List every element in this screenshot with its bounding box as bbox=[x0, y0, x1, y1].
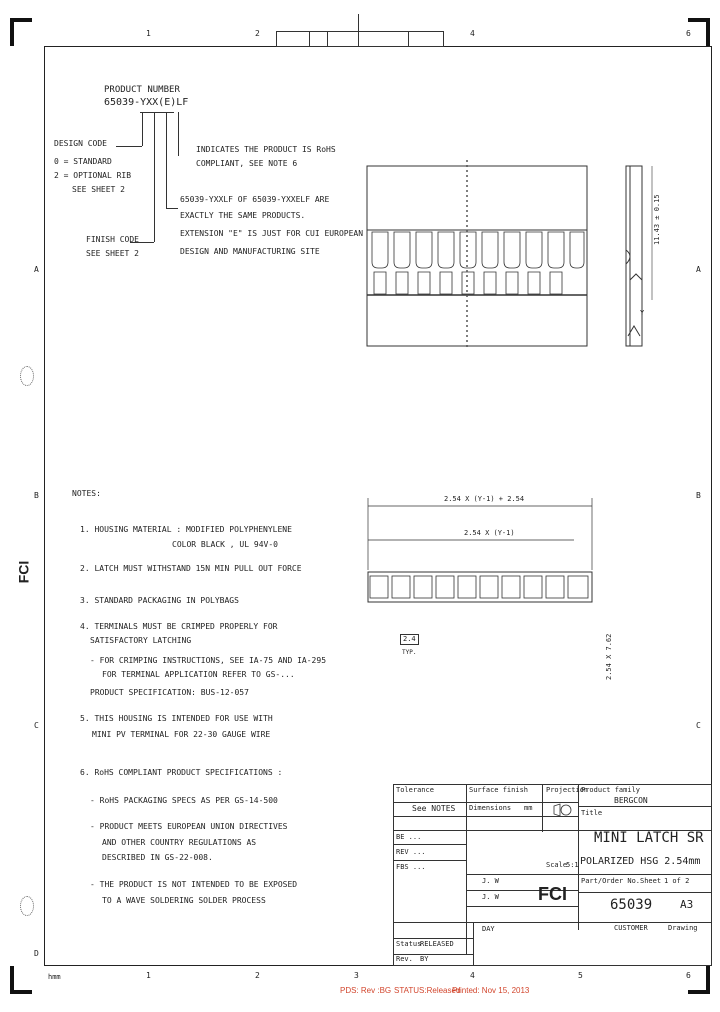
dim-small-sub: TYP. bbox=[402, 649, 417, 656]
housing-side-view bbox=[616, 160, 660, 350]
top-center-tick bbox=[358, 14, 359, 32]
tb-tolerance-label: Tolerance bbox=[396, 786, 434, 794]
tb-col bbox=[542, 784, 543, 832]
revision-strip bbox=[276, 31, 444, 47]
zone-top-2: 2 bbox=[255, 29, 260, 38]
tb-bottom-label: Rev. bbox=[396, 955, 413, 963]
note-line: FOR TERMINAL APPLICATION REFER TO GS-... bbox=[102, 670, 295, 679]
zone-bottom-3: 3 bbox=[354, 971, 359, 980]
bottom-strip-cells bbox=[370, 576, 588, 598]
revision-divider bbox=[408, 31, 409, 47]
note-line: 4. TERMINALS MUST BE CRIMPED PROPERLY FOR bbox=[80, 622, 278, 631]
tb-part-number: 65039 bbox=[610, 897, 653, 913]
cell bbox=[392, 576, 410, 598]
margin-circle-mark bbox=[20, 366, 34, 386]
equiv-line: EXACTLY THE SAME PRODUCTS. bbox=[180, 211, 306, 220]
tb-row bbox=[466, 906, 578, 907]
crop-mark-bl-v bbox=[10, 966, 14, 994]
note-line: 1. HOUSING MATERIAL : MODIFIED POLYPHENYLENE bbox=[80, 525, 292, 534]
cavity bbox=[504, 232, 520, 294]
cavity bbox=[438, 232, 454, 294]
note-line: DESCRIBED IN GS-22-008. bbox=[102, 853, 213, 862]
zone-right-A: A bbox=[696, 265, 701, 274]
zone-right-C: C bbox=[696, 721, 701, 730]
finish-code-line: FINISH CODE bbox=[86, 235, 139, 244]
cell bbox=[480, 576, 498, 598]
cavity bbox=[416, 232, 432, 294]
bottom-corner-text: hmm bbox=[48, 973, 61, 981]
tb-row bbox=[393, 860, 466, 861]
note-line: - THE PRODUCT IS NOT INTENDED TO BE EXPOSED bbox=[90, 880, 298, 889]
tb-sheet-label: Sheet bbox=[640, 877, 662, 885]
projection-cone bbox=[554, 804, 560, 816]
note-line: - PRODUCT MEETS EUROPEAN UNION DIRECTIVES bbox=[90, 822, 288, 831]
note-line: 5. THIS HOUSING IS INTENDED FOR USE WITH bbox=[80, 714, 273, 723]
notes-heading: NOTES: bbox=[72, 489, 101, 498]
crop-mark-tr-v bbox=[706, 18, 710, 46]
tb-row bbox=[393, 922, 712, 923]
footer-status: STATUS:Released bbox=[394, 986, 461, 995]
housing-outline bbox=[367, 166, 587, 346]
tb-row bbox=[578, 806, 712, 807]
tb-row bbox=[393, 938, 473, 939]
cell bbox=[458, 576, 476, 598]
footer-printed: Printed: Nov 15, 2013 bbox=[452, 986, 530, 995]
cavity bbox=[394, 232, 410, 294]
tb-units-value: mm bbox=[524, 804, 533, 812]
zone-bottom-4: 4 bbox=[470, 971, 475, 980]
tb-title-line2: POLARIZED HSG 2.54mm bbox=[580, 856, 701, 867]
tb-scale-value: 5:1 bbox=[566, 861, 579, 869]
crop-mark-tl-v bbox=[10, 18, 14, 46]
dim-overall-label: 2.54 X (Y-1) + 2.54 bbox=[444, 495, 525, 503]
zone-right-B: B bbox=[696, 491, 701, 500]
tb-fci-logo: FCI bbox=[538, 884, 567, 904]
zone-left-B: B bbox=[34, 491, 39, 500]
note-line: 3. STANDARD PACKAGING IN POLYBAGS bbox=[80, 596, 239, 605]
zone-bottom-2: 2 bbox=[255, 971, 260, 980]
tb-row bbox=[393, 844, 466, 845]
note-line: 2. LATCH MUST WITHSTAND 15N MIN PULL OUT FORCE bbox=[80, 564, 302, 573]
equiv-line: 65039-YXXLF OF 65039-YXXELF ARE bbox=[180, 195, 330, 204]
housing-front-view bbox=[360, 160, 592, 350]
cavity bbox=[570, 232, 584, 268]
rohs-line: COMPLIANT, SEE NOTE 6 bbox=[196, 159, 298, 168]
dim-pitch-label: 2.54 X (Y-1) bbox=[464, 529, 515, 537]
pn-leader-h1 bbox=[116, 146, 142, 147]
margin-circle-mark bbox=[20, 896, 34, 916]
pn-leader-h3 bbox=[166, 208, 178, 209]
cavity bbox=[526, 232, 542, 294]
tb-drawing-label: Drawing bbox=[668, 924, 698, 932]
projection-symbol bbox=[552, 800, 574, 820]
zone-left-A: A bbox=[34, 265, 39, 274]
pn-leader-2 bbox=[154, 112, 155, 242]
tb-row bbox=[578, 892, 712, 893]
tb-revision-row: FBS ... bbox=[396, 863, 426, 871]
zone-top-4: 4 bbox=[470, 29, 475, 38]
tb-size: A3 bbox=[680, 898, 694, 911]
tb-row bbox=[466, 874, 712, 875]
equiv-line: EXTENSION "E" IS JUST FOR CUI EUROPEAN bbox=[180, 229, 364, 238]
dim-small-label: 2.4 bbox=[400, 634, 419, 645]
pn-underline bbox=[140, 112, 174, 113]
pn-leader-4 bbox=[178, 112, 179, 156]
zone-bottom-1: 1 bbox=[146, 971, 151, 980]
product-number-code: 65039-YXX(E)LF bbox=[104, 97, 189, 108]
side-dimension-top: 11.43 ± 0.15 bbox=[653, 194, 661, 245]
zone-bottom-6: 6 bbox=[686, 971, 691, 980]
note-line: - RoHS PACKAGING SPECS AS PER GS-14-500 bbox=[90, 796, 278, 805]
tb-projection-label: Projection bbox=[546, 786, 589, 794]
cell bbox=[436, 576, 454, 598]
note-line: MINI PV TERMINAL FOR 22-30 GAUGE WIRE bbox=[92, 730, 271, 739]
tb-revision-row: REV ... bbox=[396, 848, 426, 856]
tb-surface-label: Surface finish bbox=[469, 786, 529, 794]
design-code-line: SEE SHEET 2 bbox=[72, 185, 125, 194]
tb-part-label: Part/Order No. bbox=[581, 877, 641, 885]
tb-family-label: Product family bbox=[581, 786, 641, 794]
side-fci-logo bbox=[10, 556, 40, 586]
tb-title-line1: MINI LATCH SR bbox=[594, 830, 704, 846]
tb-customer-label: CUSTOMER bbox=[614, 924, 648, 932]
tb-units-label: Dimensions bbox=[469, 804, 512, 812]
design-code-line: 2 = OPTIONAL RIB bbox=[54, 171, 132, 180]
cavity bbox=[482, 232, 498, 294]
tb-family-value: BERGCON bbox=[614, 796, 648, 805]
projection-circle bbox=[561, 805, 571, 815]
zone-top-1: 1 bbox=[146, 29, 151, 38]
cavity bbox=[548, 232, 564, 294]
pn-leader-3 bbox=[166, 112, 167, 208]
tb-col bbox=[473, 922, 474, 966]
tb-col bbox=[466, 784, 467, 954]
side-latch bbox=[626, 250, 642, 280]
note-line: TO A WAVE SOLDERING SOLDER PROCESS bbox=[102, 896, 266, 905]
zone-left-D: D bbox=[34, 949, 39, 958]
zone-top-6: 6 bbox=[686, 29, 691, 38]
pn-leader-1 bbox=[142, 112, 143, 146]
contact-cavities bbox=[372, 232, 584, 294]
product-number-title: PRODUCT NUMBER bbox=[104, 85, 180, 95]
tb-row bbox=[393, 816, 578, 817]
zone-left-C: C bbox=[34, 721, 39, 730]
finish-code-line: SEE SHEET 2 bbox=[86, 249, 139, 258]
note-line: 6. RoHS COMPLIANT PRODUCT SPECIFICATIONS : bbox=[80, 768, 283, 777]
rohs-line: INDICATES THE PRODUCT IS RoHS bbox=[196, 145, 336, 154]
tb-status-row: J. W bbox=[482, 877, 499, 885]
tb-bottom-label: RELEASED bbox=[420, 940, 454, 948]
zone-bottom-5: 5 bbox=[578, 971, 583, 980]
tb-title-label: Title bbox=[581, 809, 603, 817]
revision-divider bbox=[309, 31, 310, 47]
tb-status-row: DAY bbox=[482, 925, 495, 933]
tb-bottom-label: Status bbox=[396, 940, 422, 948]
note-line: AND OTHER COUNTRY REGULATIONS AS bbox=[102, 838, 257, 847]
tb-tolerance-value: See NOTES bbox=[412, 804, 456, 813]
cell bbox=[568, 576, 588, 598]
revision-divider bbox=[358, 31, 359, 47]
tb-revision-row: BE ... bbox=[396, 833, 422, 841]
dim-side-right: 2.54 X 7.62 bbox=[605, 633, 613, 680]
cell bbox=[414, 576, 432, 598]
cell bbox=[502, 576, 520, 598]
housing-bottom-view bbox=[364, 490, 596, 610]
side-body bbox=[626, 166, 645, 346]
crop-mark-br-v bbox=[706, 966, 710, 994]
note-line: - FOR CRIMPING INSTRUCTIONS, SEE IA-75 AND IA-295 bbox=[90, 656, 327, 665]
side-marker: Y bbox=[640, 309, 645, 317]
side-logo-text: FCI bbox=[15, 560, 32, 584]
cavity bbox=[460, 232, 476, 294]
equiv-line: DESIGN AND MANUFACTURING SITE bbox=[180, 247, 320, 256]
note-line: PRODUCT SPECIFICATION: BUS-12-057 bbox=[90, 688, 249, 697]
design-code-line: 0 = STANDARD bbox=[54, 157, 112, 166]
note-line: SATISFACTORY LATCHING bbox=[90, 636, 192, 645]
cell bbox=[546, 576, 564, 598]
tb-sheet-value: 1 of 2 bbox=[664, 877, 690, 885]
note-line: COLOR BLACK , UL 94V-0 bbox=[172, 540, 278, 549]
tb-status-row: J. W bbox=[482, 893, 499, 901]
tb-bottom-label: BY bbox=[420, 955, 429, 963]
tb-scale-label: Scale bbox=[546, 861, 568, 869]
cell bbox=[524, 576, 542, 598]
footer-pdm: PDS: Rev :BG bbox=[340, 986, 392, 995]
design-code-heading: DESIGN CODE bbox=[54, 139, 107, 148]
cavity bbox=[372, 232, 388, 294]
cell bbox=[370, 576, 388, 598]
revision-divider bbox=[327, 31, 328, 47]
tb-row bbox=[393, 802, 578, 803]
